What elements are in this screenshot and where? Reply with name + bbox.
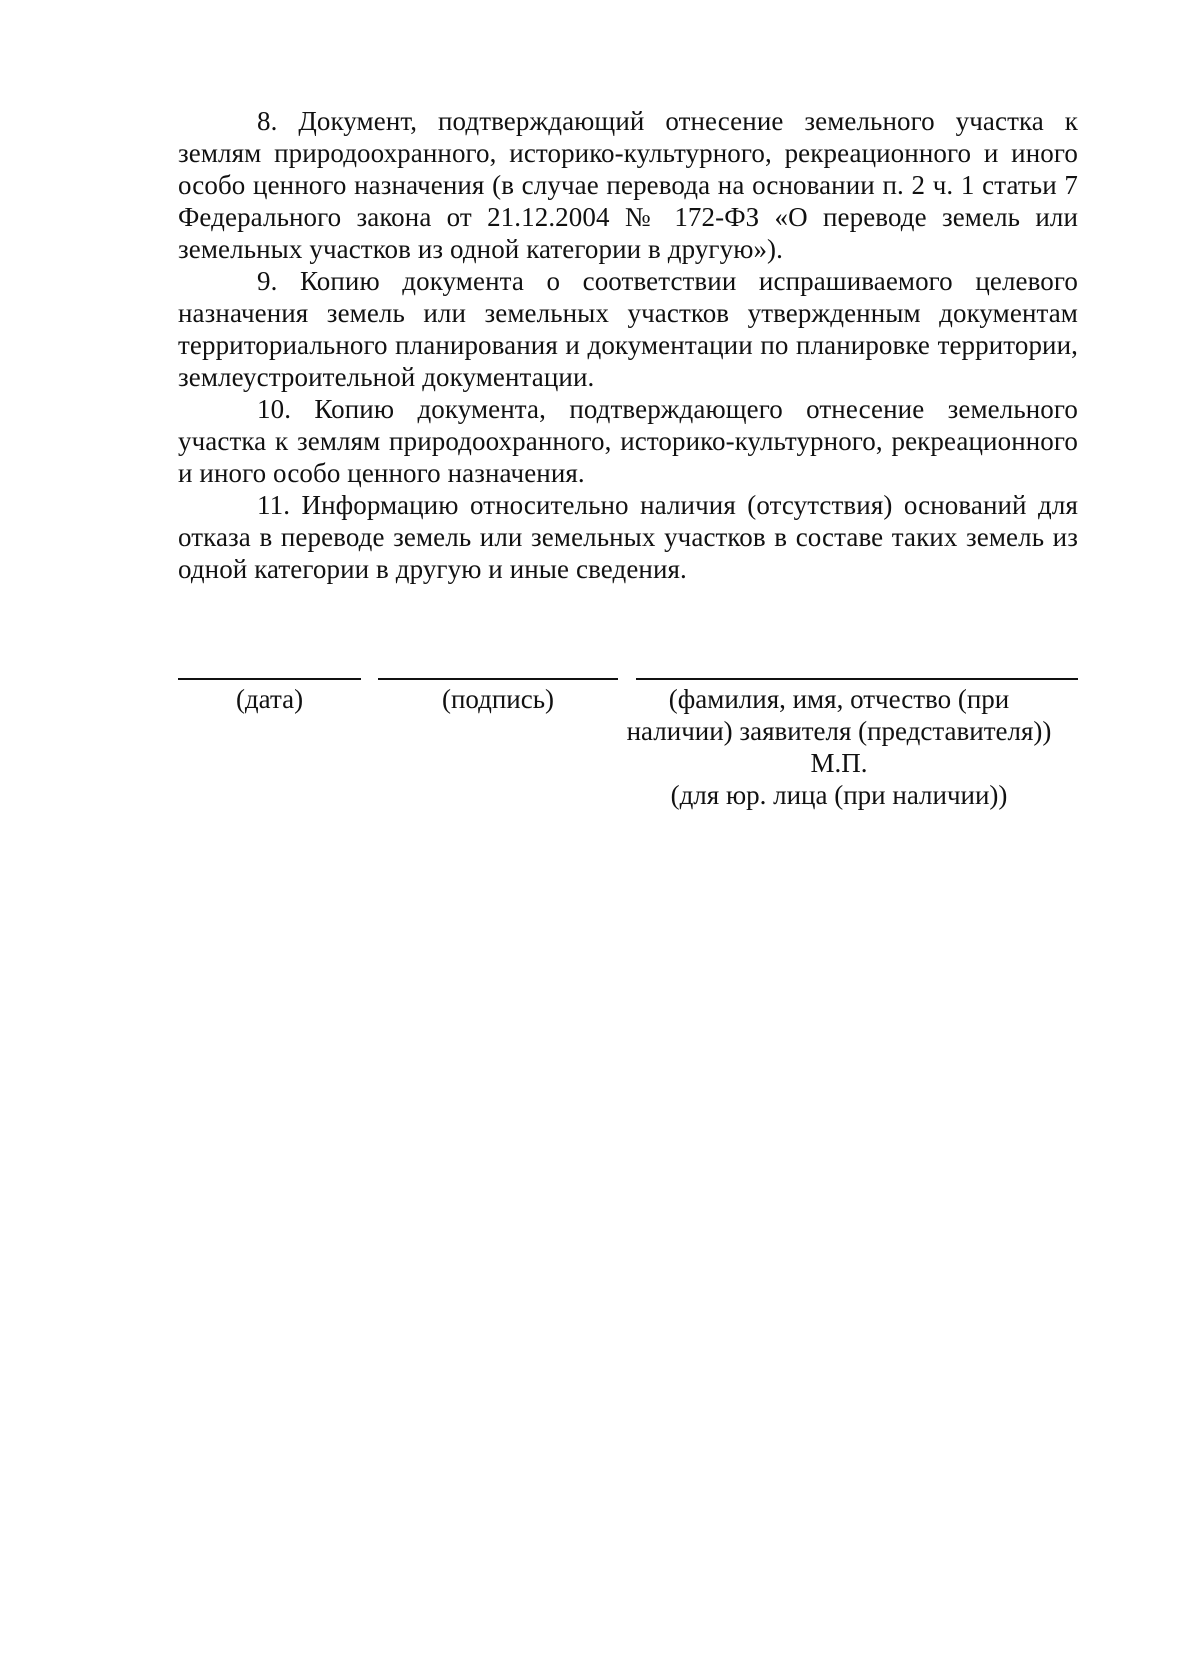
paragraph-11: 11. Информацию относительно наличия (отсутствия) оснований для отказа в переводе земель или земельных участков в составе таких земель из одной категории в другую и иные сведения. — [178, 490, 1078, 584]
name-caption-line-2: наличии) заявителя (представителя)) — [626, 716, 1052, 746]
paragraph-8: 8. Документ, подтверждающий отнесение земельного участка к землям природоохранного, историко-культурного, рекреационного и иного особо ценного назначения (в случае перевода на основании п. 2 ч. 1 статьи 7 Федерального закона от 21.12.2004 № 172-ФЗ «О переводе земель или земельных участков из одной категории в другую»). — [178, 106, 1078, 264]
stamp-label: М.П. — [810, 748, 868, 778]
name-caption-line-1: (фамилия, имя, отчество (при — [668, 684, 1010, 714]
paragraph-10: 10. Копию документа, подтверждающего отнесение земельного участка к землям природоохранного, историко-культурного, рекреационного и иного особо ценного назначения. — [178, 394, 1078, 488]
name-caption-block — [600, 683, 1078, 811]
date-caption: (дата) — [235, 684, 304, 714]
name-underline — [636, 678, 1078, 680]
paragraph-9: 9. Копию документа о соответствии испрашиваемого целевого назначения земель или земельных участков утвержденным документам территориального планирования и документации по планировке территории, землеустроительной документации. — [178, 266, 1078, 392]
date-underline — [178, 678, 361, 680]
signature-caption: (подпись) — [441, 684, 555, 714]
document-body — [178, 105, 1078, 585]
signature-underline — [378, 678, 618, 680]
stamp-note: (для юр. лица (при наличии)) — [670, 780, 1008, 810]
